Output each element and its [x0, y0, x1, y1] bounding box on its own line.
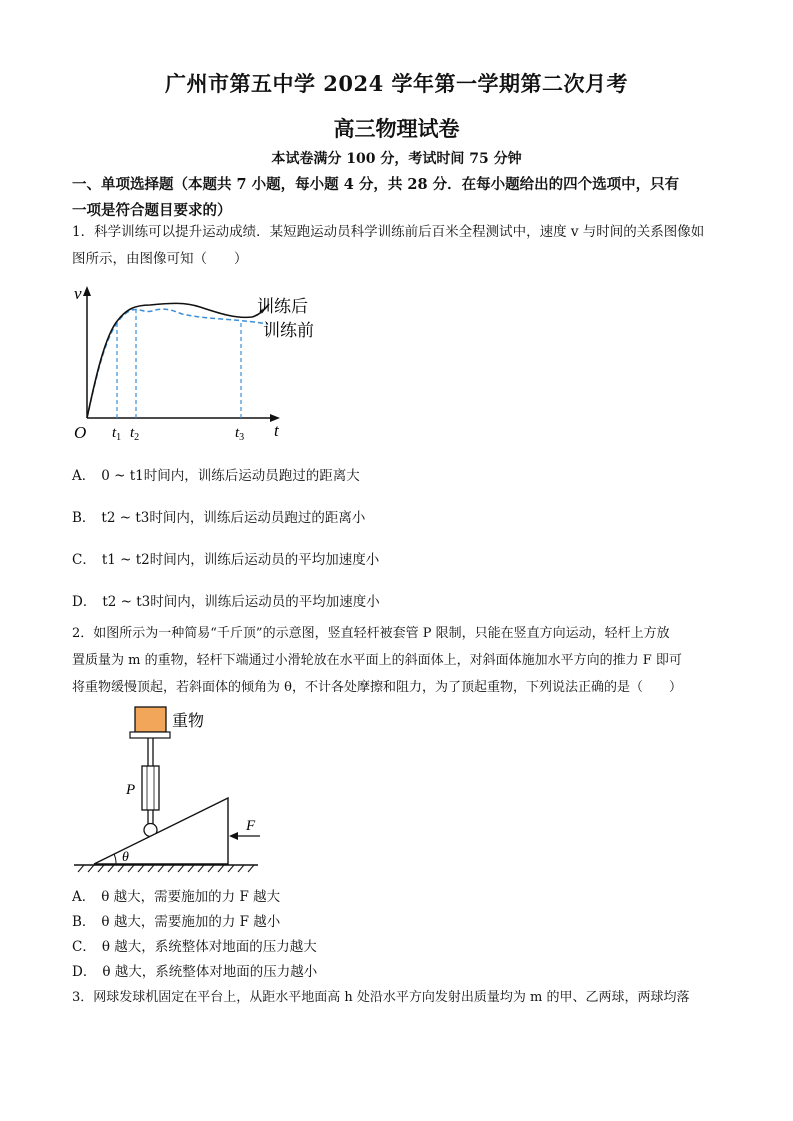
label-f: F — [246, 818, 256, 834]
q1-option-d-text: 时间内，训练后运动员的平均加速度小 — [150, 594, 380, 610]
q2-option-c-letter: C． — [72, 939, 96, 955]
q1-option-d-letter: D． — [72, 594, 97, 610]
q1-option-b-text: 时间内，训练后运动员跑过的距离小 — [149, 510, 366, 526]
tick-label-t3: $t_3$ — [235, 425, 245, 443]
exam-info: 本试卷满分 100 分，考试时间 75 分钟 — [271, 151, 522, 167]
tick-label-t2: $t_2$ — [130, 425, 140, 443]
q2-option-b[interactable] — [72, 912, 280, 932]
section-heading-line1: 一、单项选择题（本题共 7 小题，每小题 4 分，共 28 分．在每小题给出的四个选项中，只有 — [72, 176, 680, 193]
label-after-training: 训练后 — [257, 297, 308, 316]
q1-option-c-text: 时间内，训练后运动员的平均加速度小 — [149, 552, 380, 568]
question-1-stem — [72, 219, 732, 273]
question-2-stem-line2: 置质量为 m 的重物，轻杆下端通过小滑轮放在水平面上的斜面体上，对斜面体施加水平方向的推力 F 即可 — [72, 653, 682, 668]
question-2-stem — [72, 620, 742, 701]
label-weight: 重物 — [172, 713, 205, 730]
q2-option-b-letter: B． — [72, 914, 96, 930]
weight-box — [135, 707, 166, 732]
q1-option-b[interactable] — [72, 508, 365, 528]
q2-option-d[interactable] — [72, 962, 317, 982]
weight-plate — [130, 732, 170, 738]
q1-option-a-letter: A． — [72, 468, 96, 484]
q1-option-c-range: t1 ~ t2 — [101, 552, 150, 568]
axis-label-v: v — [74, 284, 82, 303]
question-1-stem-line2: 图所示，由图像可知（ ） — [72, 251, 248, 267]
q2-option-a-text: θ 越大，需要施加的力 F 越大 — [101, 889, 281, 905]
question-2-stem-line1: 2．如图所示为一种简易“千斤顶”的示意图，竖直轻杆被套管 P 限制，只能在竖直方向运动，轻杆上方放 — [72, 626, 670, 641]
y-axis-arrow — [83, 286, 91, 296]
q1-option-a-range: 0 ~ t1 — [101, 468, 144, 484]
q1-option-b-range: t2 ~ t3 — [101, 510, 150, 526]
axis-label-t: t — [274, 421, 279, 440]
q1-option-c[interactable] — [72, 550, 379, 570]
jack-diagram — [60, 702, 280, 880]
exam-title: 广州市第五中学 2024 学年第一学期第二次月考 — [164, 71, 629, 96]
q2-option-a-letter: A． — [72, 889, 96, 905]
q1-option-d[interactable] — [72, 592, 380, 612]
question-1-stem-line1: 1．科学训练可以提升运动成绩．某短跑运动员科学训练前后百米全程测试中，速度 v 与时间的关系图像如 — [72, 224, 705, 240]
q2-option-c[interactable] — [72, 937, 317, 957]
question-2-stem-line3: 将重物缓慢顶起，若斜面体的倾角为 θ，不计各处摩擦和阻力，为了顶起重物，下列说法正确的是（ ） — [72, 680, 682, 695]
q2-option-d-text: θ 越大，系统整体对地面的压力越小 — [102, 964, 318, 980]
q2-option-c-text: θ 越大，系统整体对地面的压力越大 — [101, 939, 317, 955]
q2-option-b-text: θ 越大，需要施加的力 F 越小 — [101, 914, 281, 930]
q1-option-d-range: t2 ~ t3 — [102, 594, 151, 610]
tick-label-t1: $t_1$ — [112, 425, 122, 443]
q1-option-b-letter: B． — [72, 510, 96, 526]
sleeve-p — [142, 766, 159, 810]
ground-hatching — [78, 865, 254, 872]
q1-option-a-text: 时间内，训练后运动员跑过的距离大 — [143, 468, 360, 484]
question-3-stem-line1: 3．网球发球机固定在平台上，从距水平地面高 h 处沿水平方向发射出质量均为 m 的甲、乙两球，两球均落 — [72, 990, 690, 1005]
section-heading — [72, 172, 732, 224]
section-heading-line2: 一项是符合题目要求的） — [72, 202, 232, 219]
q1-option-a[interactable] — [72, 466, 360, 486]
label-theta: θ — [122, 850, 129, 865]
q2-option-a[interactable] — [72, 887, 280, 907]
origin-label: O — [74, 423, 87, 442]
exam-subtitle: 高三物理试卷 — [333, 116, 460, 141]
label-p: P — [126, 782, 136, 798]
question-3-stem — [72, 984, 742, 1011]
q1-option-c-letter: C． — [72, 552, 96, 568]
q2-option-d-letter: D． — [72, 964, 97, 980]
label-before-training: 训练前 — [263, 321, 314, 340]
velocity-time-graph — [60, 280, 330, 450]
curve-after-training — [87, 303, 269, 418]
